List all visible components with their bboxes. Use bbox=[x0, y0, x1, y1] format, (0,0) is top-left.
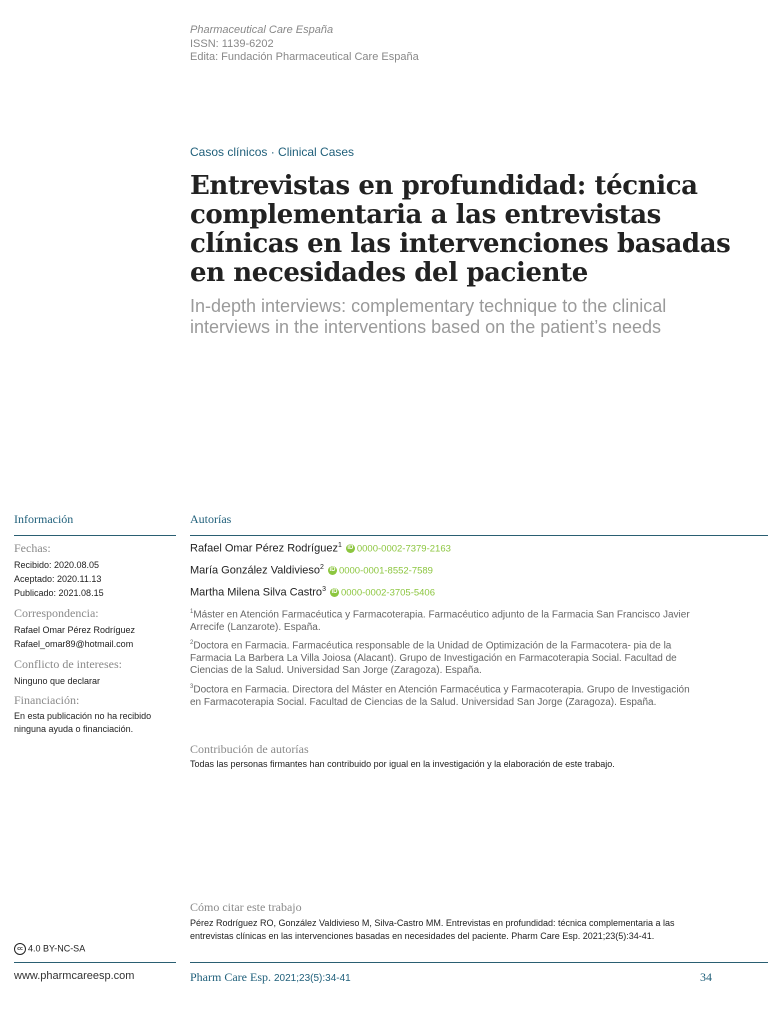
info-divider bbox=[14, 535, 176, 536]
article-title-en: In-depth interviews: complementary technique to the clinical interviews in the interventions based on the patient’s needs bbox=[190, 296, 667, 337]
issn: ISSN: 1139-6202 bbox=[190, 37, 274, 50]
orcid-icon[interactable]: iD bbox=[331, 589, 338, 596]
authors-heading: Autorías bbox=[190, 512, 232, 526]
author-name: María González Valdivieso bbox=[190, 564, 321, 577]
affiliation-text: Doctora en Farmacia. Farmacéutica responsable de la Unidad de Optimización de la Farmacotera- pia de la Farmacia La Barbera La Villa Joiosa (Alacant). Grupo de Investigación en Farmacoterapia Social. Facultad de Ciencias de la Salud. Universidad San Jorge (Zaragoza). España. bbox=[190, 640, 677, 677]
correspondence-block bbox=[14, 606, 174, 651]
author-sup: 3 bbox=[322, 586, 326, 593]
published-date: Publicado: 2021.08.15 bbox=[14, 588, 104, 598]
footer-divider-right bbox=[190, 962, 768, 963]
affiliation-item bbox=[190, 637, 695, 678]
license-text: 4.0 BY-NC-SA bbox=[28, 943, 86, 954]
license[interactable] bbox=[14, 943, 85, 955]
dates-label: Fechas: bbox=[14, 541, 51, 555]
article-title-es: Entrevistas en profundidad: técnica complementaria a las entrevistas clínicas en las intervenciones basadas en necesidades del paciente bbox=[190, 171, 731, 288]
author-sup: 2 bbox=[320, 564, 324, 571]
correspondence-label: Correspondencia: bbox=[14, 606, 99, 620]
authors-divider bbox=[190, 535, 768, 536]
author-item bbox=[190, 542, 451, 555]
orcid-link[interactable]: 0000-0001-8552-7589 bbox=[338, 565, 433, 577]
affiliation-sup: 3 bbox=[190, 684, 194, 690]
funding-value: En esta publicación no ha recibido ninguna ayuda o financiación. bbox=[14, 711, 152, 734]
affiliation-sup: 1 bbox=[190, 609, 194, 615]
conflict-block bbox=[14, 657, 174, 688]
received-date: Recibido: 2020.08.05 bbox=[14, 560, 100, 570]
author-name: Martha Milena Silva Castro bbox=[190, 586, 323, 599]
correspondence-email[interactable]: Rafael_omar89@hotmail.com bbox=[14, 639, 134, 649]
orcid-icon[interactable]: iD bbox=[329, 567, 336, 574]
orcid-link[interactable]: 0000-0002-3705-5406 bbox=[340, 587, 435, 599]
orcid-link[interactable]: 0000-0002-7379-2163 bbox=[356, 543, 451, 555]
cite-text: Pérez Rodríguez RO, González Valdivieso M, Silva-Castro MM. Entrevistas en profundidad: técnica complementaria a las entrevistas clínicas en las intervenciones basadas en necesidades del paciente. Pharm Care Esp. 2021;23(5):34-41. bbox=[190, 918, 675, 941]
affiliation-text: Máster en Atención Farmacéutica y Farmacoterapia. Farmacéutico adjunto de la Farmacia San Francisco Javier Arrecife (Lanzarote). España. bbox=[190, 609, 690, 633]
dates-block bbox=[14, 541, 174, 600]
page-number: 34 bbox=[700, 970, 712, 984]
footer-journal-name: Pharm Care Esp. bbox=[190, 970, 271, 984]
funding-label: Financiación: bbox=[14, 693, 80, 707]
contribution-text: Todas las personas firmantes han contribuido por igual en la investigación y la elaboración de este trabajo. bbox=[190, 759, 615, 769]
footer-journal bbox=[190, 970, 351, 985]
conflict-value: Ninguno que declarar bbox=[14, 676, 101, 686]
cite-label: Cómo citar este trabajo bbox=[190, 900, 302, 914]
funding-block bbox=[14, 693, 154, 735]
affiliation-sup: 2 bbox=[190, 640, 194, 646]
info-heading: Información bbox=[14, 512, 74, 526]
creative-commons-icon: cc bbox=[14, 943, 26, 955]
footer-divider-left bbox=[14, 962, 176, 963]
orcid-icon[interactable]: iD bbox=[347, 545, 354, 552]
footer-url[interactable]: www.pharmcareesp.com bbox=[14, 970, 135, 982]
affiliation-item bbox=[190, 606, 695, 634]
accepted-date: Aceptado: 2020.11.13 bbox=[14, 574, 102, 584]
journal-name: Pharmaceutical Care España bbox=[190, 24, 334, 36]
journal-header bbox=[190, 24, 419, 65]
author-name: Rafael Omar Pérez Rodríguez bbox=[190, 542, 338, 555]
author-item bbox=[190, 564, 433, 577]
footer-journal-ref: 2021;23(5):34-41 bbox=[273, 973, 351, 984]
affiliation-item bbox=[190, 681, 695, 709]
author-item bbox=[190, 586, 435, 599]
conflict-label: Conflicto de intereses: bbox=[14, 657, 122, 671]
author-sup: 1 bbox=[337, 542, 342, 549]
affiliation-text: Doctora en Farmacia. Directora del Máster en Atención Farmacéutica y Farmacoterapia. Grupo de Investigación en Farmacoterapia Social. Facultad de Ciencias de la Salud. Universidad San Jorge (Zaragoza). España. bbox=[190, 684, 690, 708]
publisher: Edita: Fundación Pharmaceutical Care España bbox=[190, 51, 419, 63]
correspondence-name: Rafael Omar Pérez Rodríguez bbox=[14, 625, 136, 635]
section-label: Casos clínicos · Clinical Cases bbox=[190, 145, 355, 159]
contribution-label: Contribución de autorías bbox=[190, 742, 309, 756]
